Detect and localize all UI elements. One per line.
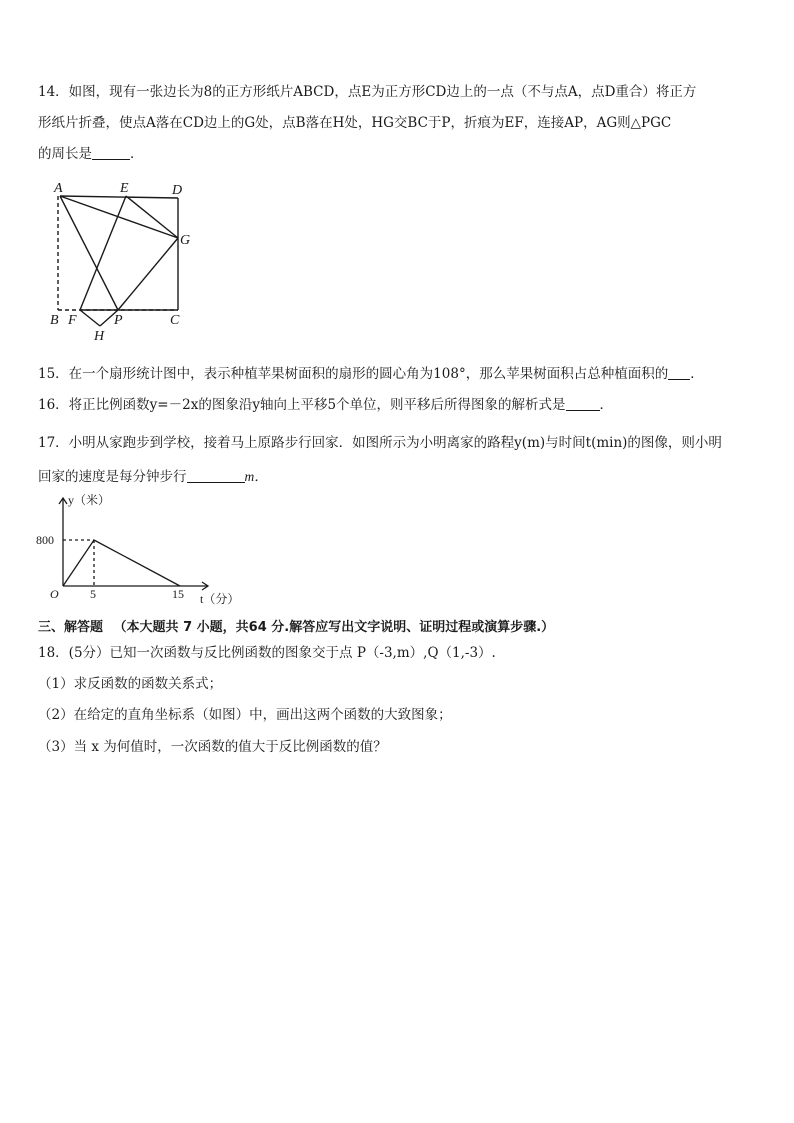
q14-line-3-text: 的周长是 — [38, 146, 92, 162]
q17-x-tick-5: 5 — [90, 587, 96, 601]
q14-line-1: 14．如图，现有一张边长为8的正方形纸片ABCD，点E为正方形CD边上的一点（不与点A，点D重合）将正方 — [38, 84, 697, 100]
q17-line-1: 17．小明从家跑步到学校，接着马上原路步行回家．如图所示为小明离家的路程y(m)与时间t(min)的图像，则小明 — [38, 435, 722, 451]
q17-y-tick-label: 800 — [36, 533, 54, 547]
q14-label-p: P — [114, 313, 123, 328]
q15-text: 15．在一个扇形统计图中，表示种植苹果树面积的扇形的圆心角为108°，那么苹果树面积占总种植面积的 — [38, 366, 669, 382]
section-3-heading — [38, 618, 554, 638]
q14-segment-fh — [80, 310, 100, 326]
q14-answer-blank — [92, 145, 130, 160]
q18-sub-3: （3）当 x 为何值时，一次函数的值大于反比例函数的值？ — [38, 739, 387, 755]
q14-edge-ad — [60, 196, 178, 198]
q14-line-2: 形纸片折叠，使点A落在CD边上的G处，点B落在H处，HG交BC于P，折痕为EF，连接AP，AG则△PGC — [38, 115, 672, 131]
q14-line-3 — [38, 144, 144, 164]
q16-line — [38, 395, 613, 415]
section-3-title: 三、解答题 — [38, 620, 104, 635]
q14-segment-eg — [126, 196, 178, 238]
q14-segment-ef — [80, 196, 126, 310]
q17-graph — [30, 488, 240, 613]
q15-end: ． — [690, 366, 704, 382]
q17-answer-blank — [187, 468, 245, 483]
q18-stem: 18．(5分）已知一次函数与反比例函数的图象交于点 P（-3,m）,Q（1,-3）. — [38, 645, 496, 661]
q17-x-tick-15: 15 — [172, 587, 184, 601]
q14-label-b: B — [50, 313, 59, 328]
section-3-note: （本大题共 7 小题，共64 分.解答应写出文字说明、证明过程或演算步骤.） — [113, 620, 555, 635]
q16-end: ． — [599, 397, 614, 413]
q14-figure — [48, 178, 208, 343]
q17-line-2-end: m． — [244, 469, 268, 484]
q15-answer-blank — [668, 365, 690, 380]
q14-line-3-end: ． — [130, 146, 144, 162]
q15-line — [38, 364, 704, 384]
q18-sub-2: （2）在给定的直角坐标系（如图）中，画出这两个函数的大致图象； — [38, 707, 452, 723]
q17-line-2-text: 回家的速度是每分钟步行 — [38, 469, 187, 485]
q14-label-g: G — [180, 233, 191, 248]
q14-label-h: H — [94, 329, 105, 344]
q14-label-c: C — [170, 313, 180, 328]
q18-sub-1: （1）求反函数的函数关系式； — [38, 676, 223, 692]
q14-label-a: A — [54, 181, 63, 196]
q17-segment-run — [63, 540, 94, 586]
q14-label-d: D — [172, 183, 183, 198]
q14-label-e: E — [120, 181, 129, 196]
q16-text: 16．将正比例函数y=－2x的图象沿y轴向上平移5个单位，则平移后所得图象的解析式是 — [38, 397, 566, 413]
q14-segment-gp — [118, 238, 178, 310]
q14-label-f: F — [68, 313, 77, 328]
q17-y-label: y（米） — [68, 493, 111, 507]
q16-answer-blank — [566, 396, 600, 411]
q17-x-label: t（分） — [200, 592, 240, 606]
q17-line-2 — [38, 467, 268, 487]
q17-segment-walk — [94, 540, 180, 586]
q17-origin-label: O — [50, 587, 59, 601]
